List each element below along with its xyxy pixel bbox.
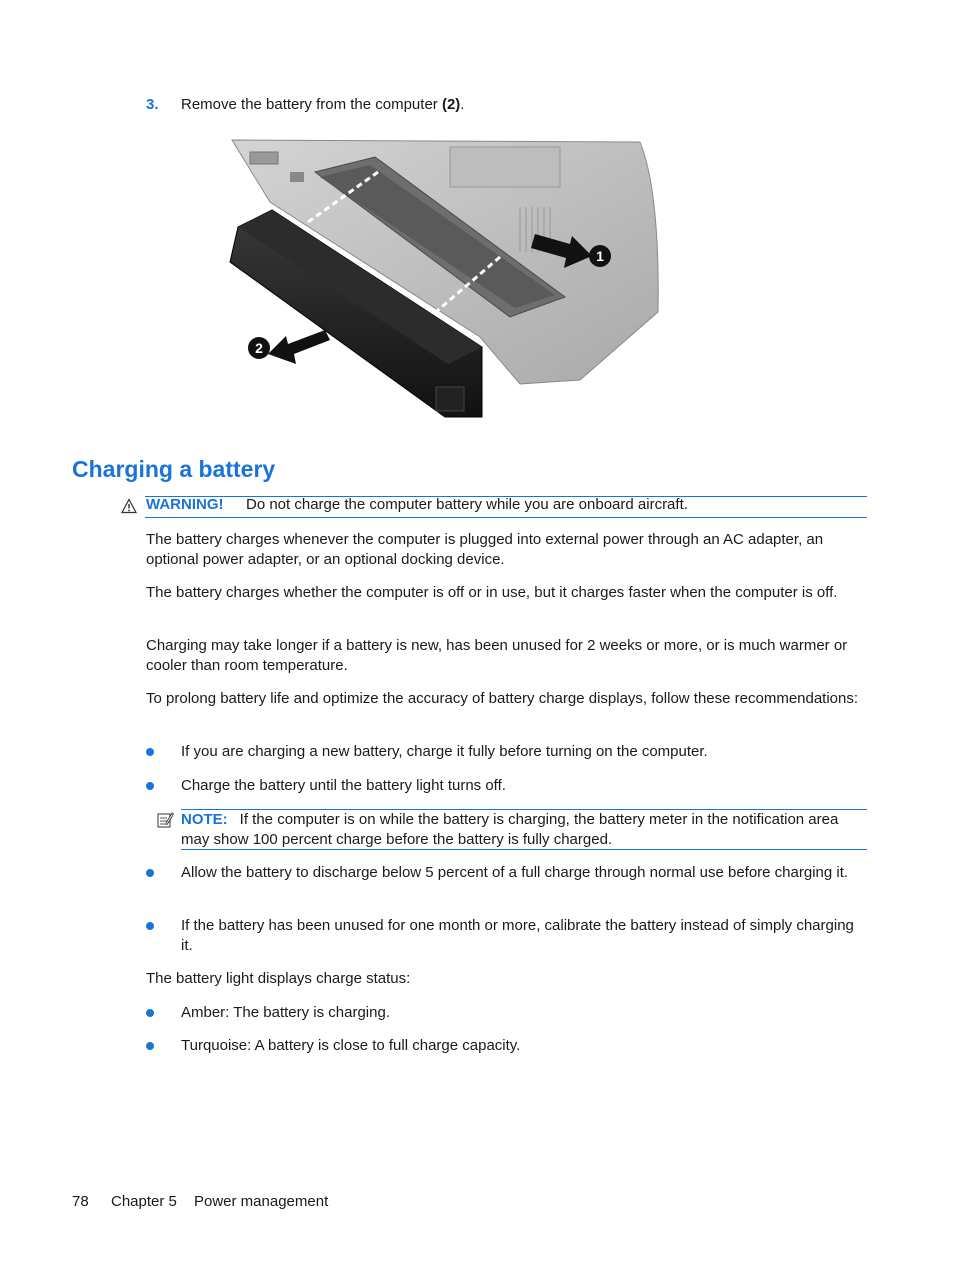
list-item: Charge the battery until the battery light turns off. <box>181 777 506 794</box>
status-intro: The battery light displays charge status: <box>146 970 411 987</box>
note-text: If the computer is on while the battery is charging, the battery meter in the notification area may show 100 percent charge before the battery is fully charged. <box>181 811 839 848</box>
list-item: If you are charging a new battery, charge it fully before turning on the computer. <box>181 743 708 760</box>
list-item: If the battery has been unused for one month or more, calibrate the battery instead of simply charging it. <box>181 917 854 954</box>
bullet-dot <box>146 748 154 756</box>
footer-chapter: Chapter 5 <box>111 1193 177 1210</box>
footer-chapter-title: Power management <box>194 1193 329 1210</box>
paragraph: Charging may take longer if a battery is new, has been unused for 2 weeks or more, or is much warmer or cooler than room temperature. <box>146 637 848 674</box>
note-pad-icon <box>156 811 174 829</box>
callout-1: 1 <box>596 248 604 264</box>
bullet-dot <box>146 1009 154 1017</box>
bullet-dot <box>146 1042 154 1050</box>
bullet-dot <box>146 922 154 930</box>
battery-removal-illustration <box>220 132 665 424</box>
step-text <box>181 96 464 113</box>
list-item: Turquoise: A battery is close to full charge capacity. <box>181 1037 521 1054</box>
paragraph: The battery charges whether the computer is off or in use, but it charges faster when the computer is off. <box>146 584 838 601</box>
step-number: 3. <box>146 96 159 113</box>
note-text-block <box>181 810 867 850</box>
warning-text: Do not charge the computer battery while you are onboard aircraft. <box>246 496 688 513</box>
list-item: Amber: The battery is charging. <box>181 1004 390 1021</box>
warning-label: WARNING! <box>146 496 224 513</box>
note-label: NOTE: <box>181 811 228 828</box>
warning-triangle-icon <box>121 498 137 514</box>
paragraph: To prolong battery life and optimize the accuracy of battery charge displays, follow these recommendations: <box>146 690 859 707</box>
bullet-dot <box>146 782 154 790</box>
paragraph: The battery charges whenever the computer is plugged into external power through an AC adapter, an optional power adapter, or an optional docking device. <box>146 531 824 568</box>
step-text-main: Remove the battery from the computer <box>181 96 442 113</box>
step-end: . <box>460 96 465 113</box>
callout-2: 2 <box>255 340 263 356</box>
bullet-dot <box>146 869 154 877</box>
step-ref: (2) <box>441 96 461 113</box>
list-item: Allow the battery to discharge below 5 percent of a full charge through normal use before charging it. <box>181 864 849 881</box>
page-number: 78 <box>72 1193 89 1210</box>
section-title: Charging a battery <box>72 456 276 482</box>
